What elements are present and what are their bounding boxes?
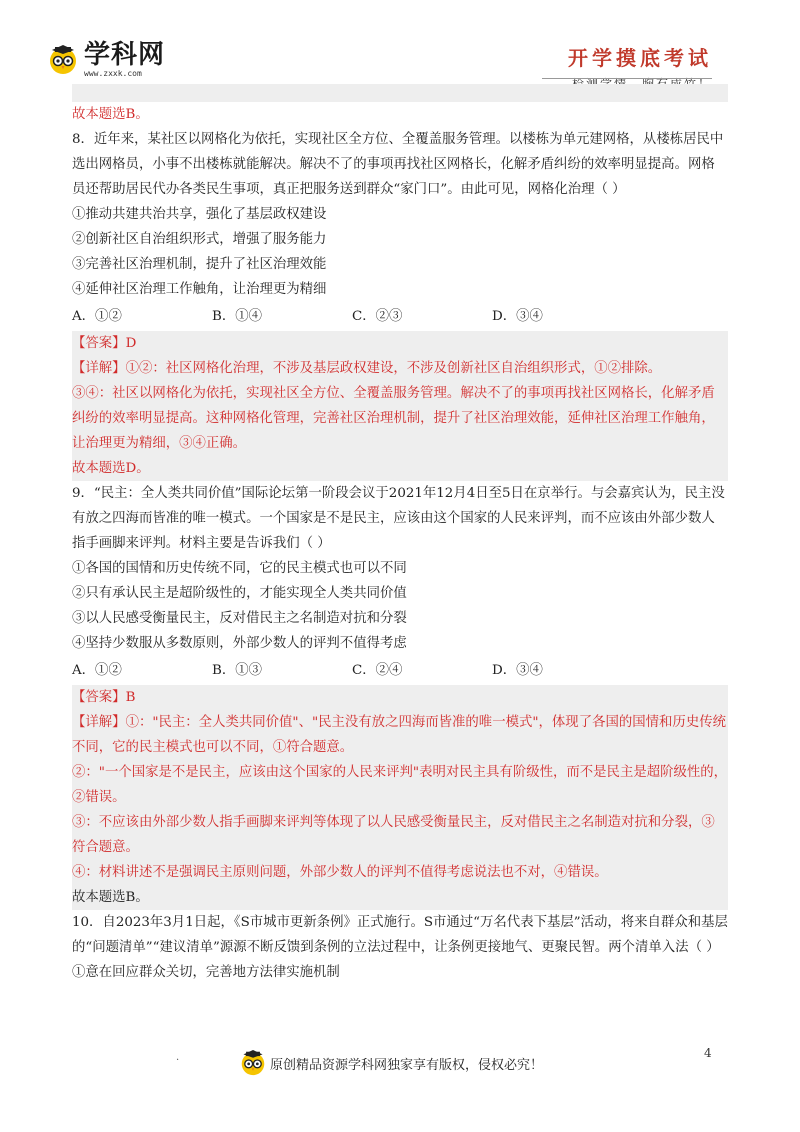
- q9-options: [72, 658, 728, 683]
- q9-option-b: B．①③: [212, 663, 263, 678]
- q7-answer-shade-tail: [72, 84, 728, 102]
- q9-item-3: ③以人民感受衡量民主，反对借民主之名制造对抗和分裂: [72, 611, 407, 626]
- q8-item-2: ②创新社区自治组织形式，增强了服务能力: [72, 232, 327, 247]
- question-10: [72, 910, 728, 985]
- q8-option-d: D．③④: [492, 309, 543, 324]
- q9-option-d: D．③④: [492, 663, 543, 678]
- q9-detail-4: ④：材料讲述不是强调民主原则问题，外部少数人的评判不值得考虑说法也不对，④错误。: [72, 865, 608, 880]
- q8-option-a: A．①②: [72, 309, 122, 324]
- q8-detail-1: ①②：社区网格化治理，不涉及基层政权建设，不涉及创新社区自治组织形式，①②排除。: [125, 361, 662, 376]
- q8-option-b: B．①④: [212, 309, 263, 324]
- logo-text: 学科网: [84, 40, 166, 70]
- q9-option-a: A．①②: [72, 663, 122, 678]
- q8-detail-tag: 【详解】: [72, 361, 126, 376]
- q8-item-4: ④延伸社区治理工作触角，让治理更为精细: [72, 282, 327, 297]
- question-8: [72, 127, 728, 481]
- q8-item-3: ③完善社区治理机制，提升了社区治理效能: [72, 257, 327, 272]
- header-divider: [542, 78, 712, 79]
- q8-conclusion: 故本题选D。: [72, 461, 150, 476]
- q9-conclusion: 故本题选B。: [72, 890, 149, 905]
- q9-detail-3: ③：不应该由外部少数人指手画脚来评判等体现了以人民感受衡量民主，反对借民主之名制造对抗和分裂，③符合题意。: [72, 815, 715, 855]
- q9-detail-2: ②："一个国家是不是民主，应该由这个国家的人民来评判"表明对民主具有阶级性，而不是民主是超阶级性的，②错误。: [72, 765, 728, 805]
- q9-item-4: ④坚持少数服从多数原则，外部少数人的评判不值得考虑: [72, 636, 407, 651]
- q9-answer-block: [72, 685, 728, 910]
- q8-item-1: ①推动共建共治共享，强化了基层政权建设: [72, 207, 327, 222]
- q8-option-c: C．②③: [352, 309, 403, 324]
- page-header: [0, 0, 800, 90]
- q9-item-1: ①各国的国情和历史传统不同，它的民主模式也可以不同: [72, 561, 407, 576]
- copyright-text: 原创精品资源学科网独家享有版权，侵权必究！: [270, 1057, 544, 1073]
- document-body: [72, 84, 728, 985]
- q8-answer-block: [72, 331, 728, 481]
- q9-detail-tag: 【详解】: [72, 715, 126, 730]
- q9-detail-1: ①："民主：全人类共同价值"、"民主没有放之四海而皆准的唯一模式"，体现了各国的国情和历史传统不同，它的民主模式也可以不同，①符合题意。: [72, 715, 726, 755]
- q9-answer: B: [125, 690, 136, 705]
- brand-title: 开学摸底考试: [568, 46, 712, 70]
- owl-mascot-icon: [48, 45, 78, 75]
- q8-options: [72, 304, 728, 329]
- owl-mascot-icon: [240, 1050, 266, 1076]
- q8-stem: 8．近年来，某社区以网格化为依托，实现社区全方位、全覆盖服务管理。以楼栋为单元建网格，从楼栋居民中选出网格员，小事不出楼栋就能解决。解决不了的事项再找社区网格长，化解矛盾纠纷的效率明显提高。网格员还帮助居民代办各类民生事项，真正把服务送到群众“家门口”。由此可见，网格化治理（ ）: [72, 132, 724, 197]
- q9-stem: 9．“民主：全人类共同价值”国际论坛第一阶段会议于2021年12月4日至5日在京举行。与会嘉宾认为，民主没有放之四海而皆准的唯一模式。一个国家是不是民主，应该由这个国家的人民来评判，而不应该由外部少数人指手画脚来评判。材料主要是告诉我们（ ）: [72, 486, 725, 551]
- page-number: 4: [704, 1046, 712, 1060]
- q10-stem: 10．自2023年3月1日起，《S市城市更新条例》正式施行。S市通过“万名代表下基层”活动，将来自群众和基层的“问题清单”“建议清单”源源不断反馈到条例的立法过程中，让条例更接地气、更聚民智。两个清单入法（ ）: [72, 915, 728, 955]
- q7-conclusion: 故本题选B。: [72, 107, 149, 122]
- q9-answer-tag: 【答案】: [72, 690, 126, 705]
- question-9: [72, 481, 728, 910]
- copyright-notice: [240, 1050, 543, 1076]
- q8-answer: D: [125, 336, 137, 351]
- q9-item-2: ②只有承认民主是超阶级性的，才能实现全人类共同价值: [72, 586, 407, 601]
- site-logo[interactable]: [48, 42, 165, 78]
- logo-url: www.zxxk.com: [84, 69, 142, 78]
- q9-option-c: C．②④: [352, 663, 403, 678]
- footer-dot: .: [176, 1052, 180, 1063]
- q8-detail-2: ③④：社区以网格化为依托，实现社区全方位、全覆盖服务管理。解决不了的事项再找社区网格长，化解矛盾纠纷的效率明显提高。这种网格化管理，完善社区治理机制，提升了社区治理效能，延伸社区治理工作触角，让治理更为精细，③④正确。: [72, 386, 715, 451]
- q10-item-1: ①意在回应群众关切，完善地方法律实施机制: [72, 965, 340, 980]
- q8-answer-tag: 【答案】: [72, 336, 126, 351]
